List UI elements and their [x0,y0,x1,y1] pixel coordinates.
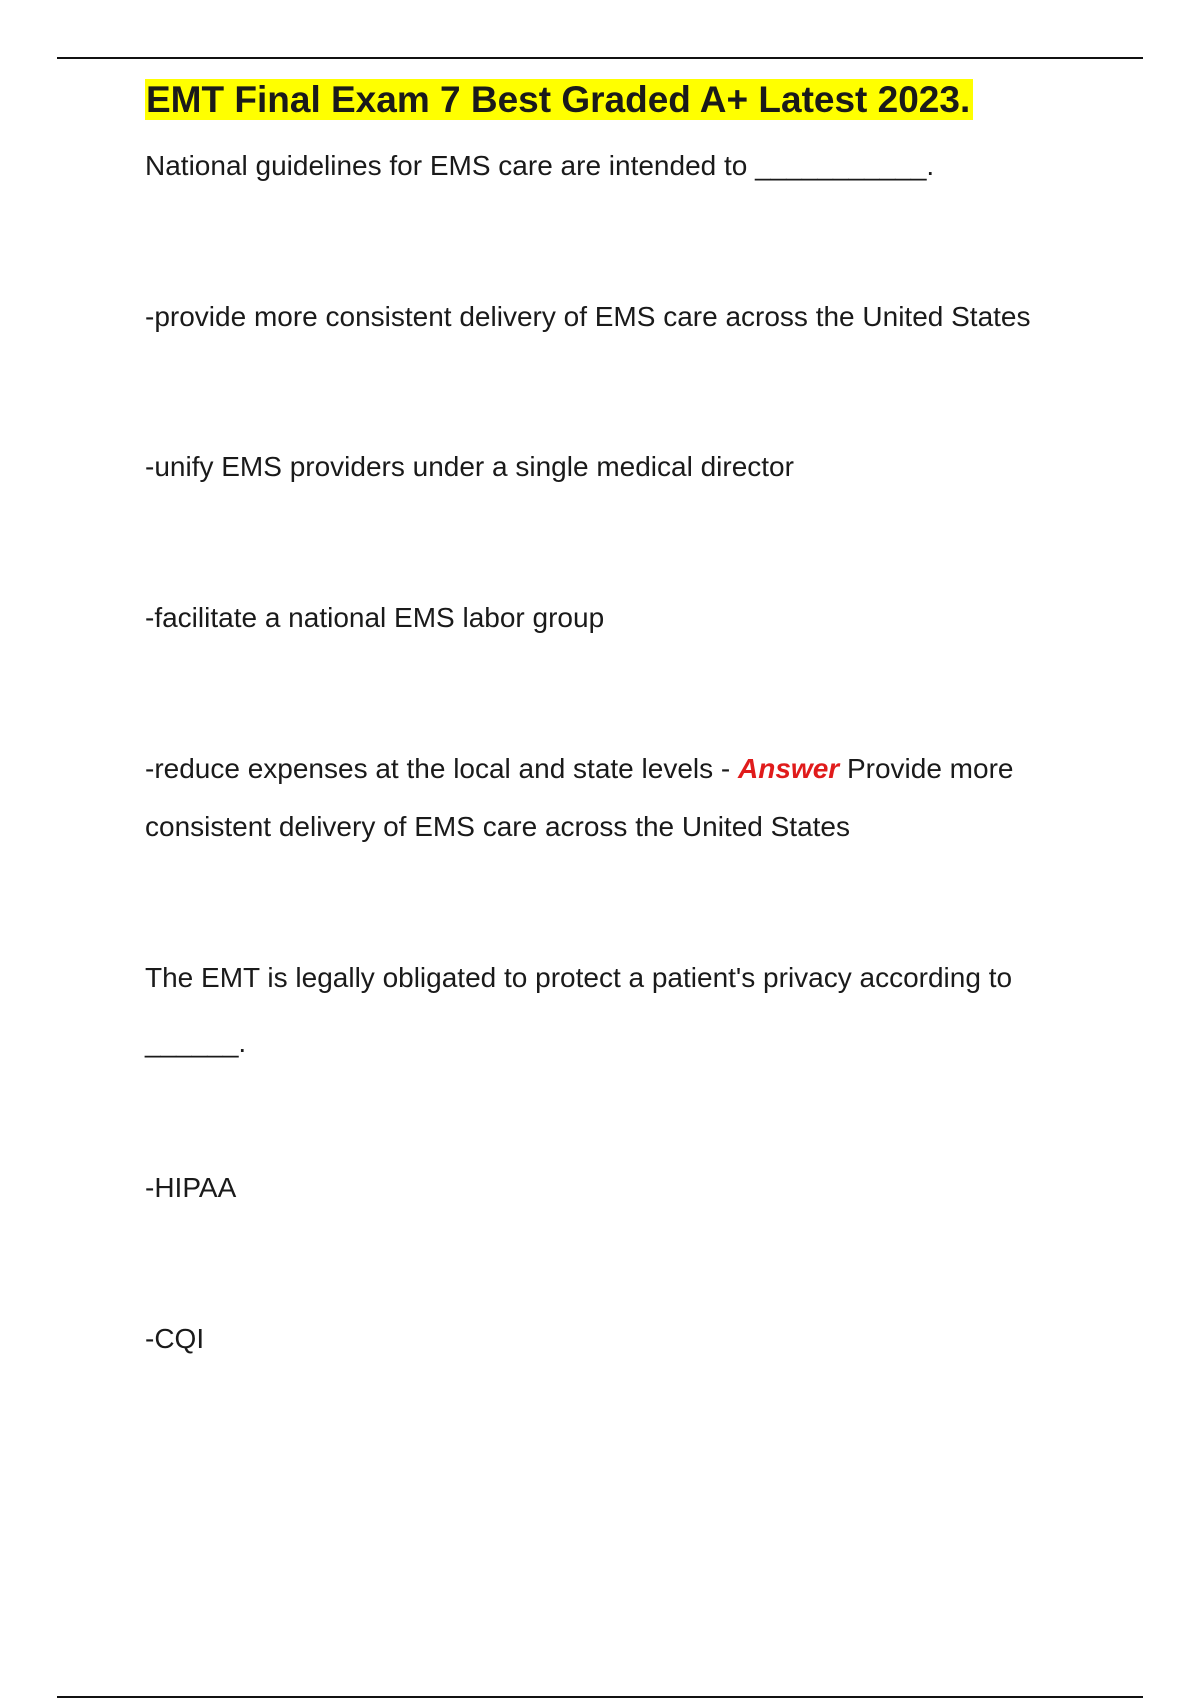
question-2-prompt: The EMT is legally obligated to protect a patient's privacy according to [145,962,1013,993]
question-2-option-2: -CQI [145,1323,205,1354]
question-1-option-3: -facilitate a national EMS labor group [145,602,605,633]
option-4-text: -reduce expenses at the local and state levels - [145,753,739,784]
question-1-option-4 [145,749,1013,789]
answer-text-continued: consistent delivery of EMS care across the United States [145,811,850,842]
question-1-option-1: -provide more consistent delivery of EMS care across the United States [145,301,1031,332]
top-rule [57,57,1143,59]
bottom-rule [57,1696,1143,1698]
question-1-prompt: National guidelines for EMS care are intended to ___________. [145,150,935,181]
question-1-option-2: -unify EMS providers under a single medical director [145,451,794,482]
answer-label: Answer [738,753,840,784]
title-highlight: EMT Final Exam 7 Best Graded A+ Latest 2023. [145,79,973,120]
question-2-option-1: -HIPAA [145,1172,237,1203]
document-title [145,74,973,126]
answer-text: Provide more [839,753,1014,784]
question-2-prompt-blank: ______. [145,1027,247,1058]
